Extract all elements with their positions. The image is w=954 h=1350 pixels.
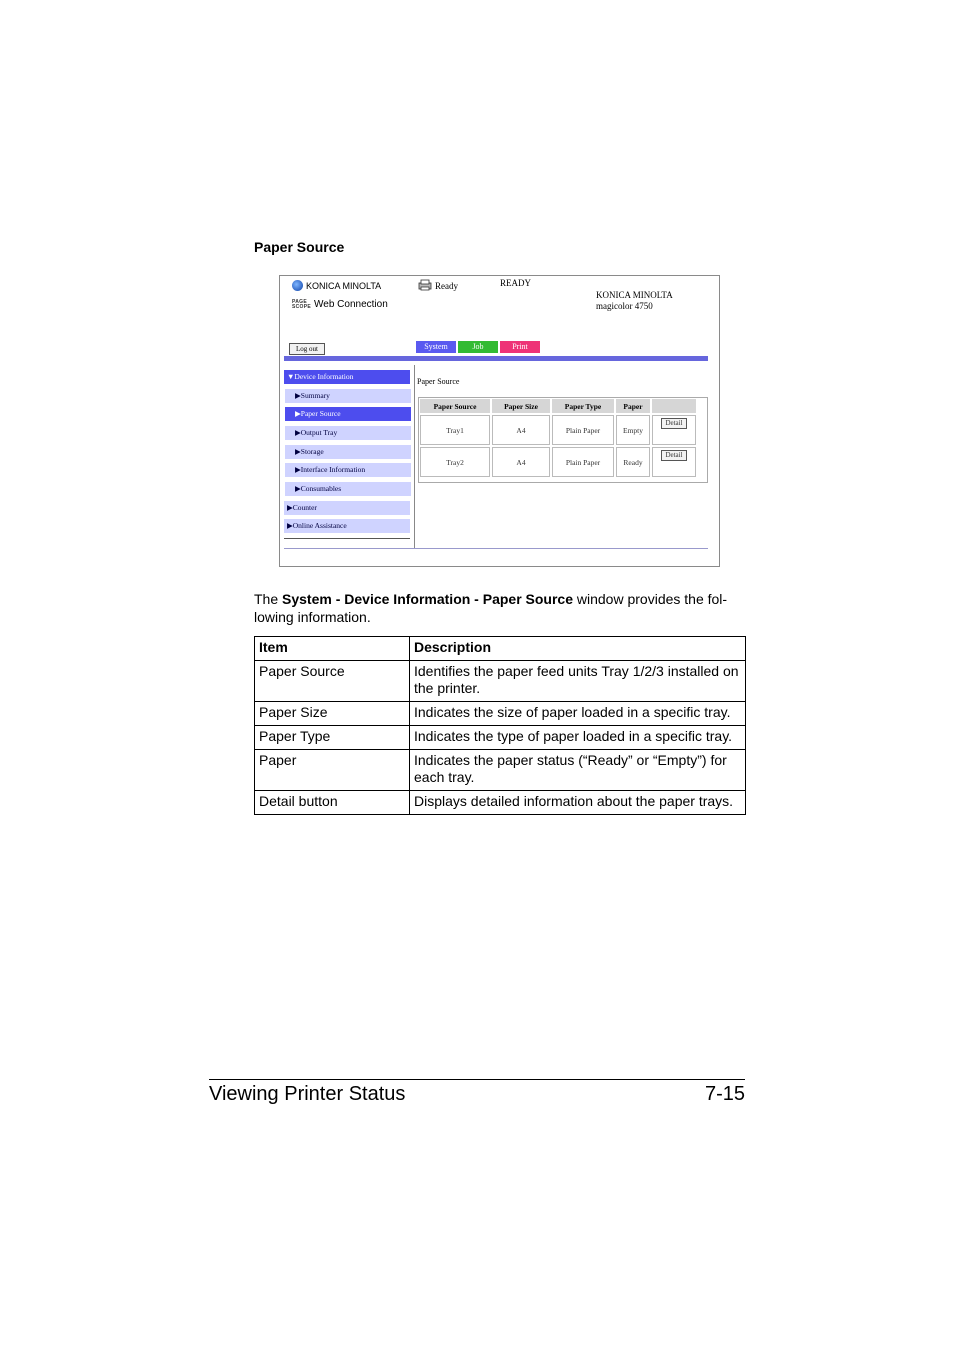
status-banner: READY [500, 278, 531, 288]
sidebar-item-storage[interactable]: ▶Storage [285, 445, 411, 459]
model-brand: KONICA MINOLTA [596, 290, 673, 300]
detail-button[interactable]: Detail [661, 450, 686, 461]
paper-size-cell: A4 [492, 447, 550, 477]
sidebar-item-device-information[interactable]: ▼Device Information [284, 370, 410, 384]
description-cell: Indicates the type of paper loaded in a specific tray. [410, 726, 746, 750]
tab-print[interactable]: Print [500, 341, 540, 353]
sidebar-bottom-line [284, 538, 410, 539]
paper-status-cell: Empty [616, 415, 650, 445]
item-cell: Paper Source [255, 661, 410, 702]
column-header: Paper Type [552, 399, 614, 413]
printer-icon [418, 279, 432, 291]
paper-size-cell: A4 [492, 415, 550, 445]
embedded-screenshot [279, 275, 720, 567]
paper-type-cell: Plain Paper [552, 447, 614, 477]
detail-cell [652, 415, 696, 445]
sidebar-item-consumables[interactable]: ▶Consumables [285, 482, 411, 496]
table-row [255, 661, 746, 702]
detail-button[interactable]: Detail [661, 418, 686, 429]
footer-chapter-title: Viewing Printer Status [209, 1083, 406, 1105]
logo-brand-text: KONICA MINOLTA [306, 280, 382, 291]
detail-cell [652, 447, 696, 477]
column-header [652, 399, 696, 413]
footer-rule [209, 1079, 745, 1080]
description-cell: Identifies the paper feed units Tray 1/2/3 installed on the printer. [410, 661, 746, 702]
column-header: Paper [616, 399, 650, 413]
section-heading: Paper Source [254, 239, 345, 255]
column-header-item: Item [255, 637, 410, 661]
intro-bold: System - Device Information - Paper Source [282, 591, 573, 607]
table-row [255, 750, 746, 791]
description-cell: Displays detailed information about the paper trays. [410, 791, 746, 815]
intro-paragraph [254, 590, 746, 626]
sidebar-item-interface-information[interactable]: ▶Interface Information [285, 463, 411, 477]
paper-type-cell: Plain Paper [552, 415, 614, 445]
paper-source-cell: Tray1 [420, 415, 490, 445]
web-connection-logo [292, 299, 388, 310]
paper-status-cell: Ready [616, 447, 650, 477]
item-cell: Detail button [255, 791, 410, 815]
logo-product-text: Web Connection [314, 299, 388, 310]
column-header-description: Description [410, 637, 746, 661]
sidebar-item-summary[interactable]: ▶Summary [285, 389, 411, 403]
item-cell: Paper [255, 750, 410, 791]
paper-source-cell: Tray2 [420, 447, 490, 477]
column-header: Paper Size [492, 399, 550, 413]
item-cell: Paper Size [255, 702, 410, 726]
sidebar-item-output-tray[interactable]: ▶Output Tray [285, 426, 411, 440]
page-number: 7-15 [704, 1083, 745, 1105]
tab-system[interactable]: System [416, 341, 456, 353]
konica-minolta-globe-icon [292, 280, 303, 291]
sidebar-item-paper-source[interactable]: ▶Paper Source [285, 407, 411, 421]
header-divider-bar [284, 356, 708, 361]
column-header: Paper Source [420, 399, 490, 413]
tab-job[interactable]: Job [458, 341, 498, 353]
item-cell: Paper Type [255, 726, 410, 750]
paper-source-table [418, 397, 698, 479]
sidebar-item-counter[interactable]: ▶Counter [284, 501, 410, 515]
description-cell: Indicates the size of paper loaded in a specific tray. [410, 702, 746, 726]
intro-pre: The [254, 591, 283, 607]
table-row [420, 415, 696, 445]
sidebar-divider [414, 365, 415, 548]
sidebar-item-online-assistance[interactable]: ▶Online Assistance [284, 519, 410, 533]
table-row [255, 726, 746, 750]
table-row [255, 791, 746, 815]
status-text: Ready [435, 281, 458, 291]
table-row [420, 447, 696, 477]
panel-title: Paper Source [417, 377, 460, 386]
table-row [255, 702, 746, 726]
model-name: magicolor 4750 [596, 301, 653, 311]
description-cell: Indicates the paper status (“Ready” or “Empty”) for each tray. [410, 750, 746, 791]
konica-minolta-logo [292, 280, 381, 291]
intro-post: window provides the fol-lowing information. [254, 591, 728, 625]
footer-divider [284, 548, 708, 549]
item-description-table [254, 636, 746, 815]
pagescope-mark: PAGE SCOPE [292, 298, 312, 310]
logout-button[interactable]: Log out [289, 343, 325, 355]
